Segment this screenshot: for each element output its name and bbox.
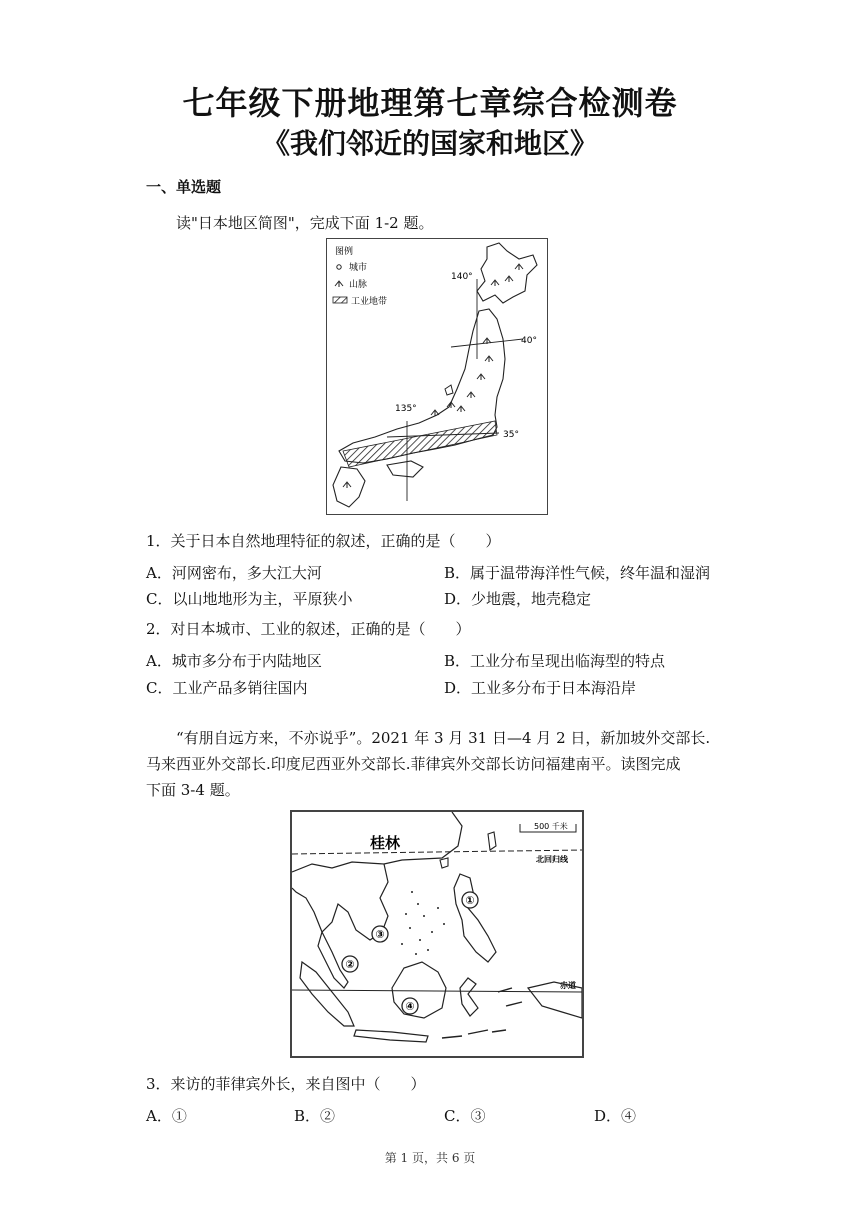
mainland-coast: [292, 812, 462, 940]
scale-label: 500 千米: [534, 822, 568, 831]
question-3-option-a[interactable]: A．①: [146, 1107, 187, 1125]
mountain-icon: [335, 281, 343, 287]
legend-city: 城市: [349, 263, 368, 273]
legend-title: 图例: [335, 247, 354, 257]
borneo: [392, 962, 446, 1018]
question-3-option-d[interactable]: D．④: [594, 1107, 637, 1125]
shikoku: [387, 461, 423, 477]
question-1-option-c[interactable]: C．以山地地形为主，平原狭小: [146, 590, 353, 608]
question-2-option-b[interactable]: B．工业分布呈现出临海型的特点: [444, 652, 666, 670]
section-heading: 一、单选题: [146, 178, 222, 196]
marker-1: ①: [465, 894, 475, 907]
marker-2: ②: [345, 958, 355, 971]
tropic-line: [292, 850, 582, 854]
intro-text-1: 读"日本地区简图"，完成下面 1-2 题。: [176, 214, 434, 232]
marker-3: ③: [375, 928, 385, 941]
legend-mountain: 山脉: [349, 280, 368, 290]
southeast-asia-map-figure: [292, 812, 582, 1056]
equator-line: [292, 990, 582, 992]
label-lon-135: 135°: [395, 404, 417, 414]
page-title: 七年级下册地理第七章综合检测卷: [182, 84, 678, 122]
japan-map: [326, 238, 548, 515]
hokkaido: [477, 243, 537, 303]
question-1-stem: 1．关于日本自然地理特征的叙述，正确的是（ ）: [146, 532, 501, 550]
city-icon: [337, 265, 341, 269]
equator-label: 赤道: [560, 981, 576, 990]
japan-map-figure: [327, 239, 547, 514]
question-2-option-d[interactable]: D．工业多分布于日本海沿岸: [444, 679, 637, 697]
java: [354, 1030, 428, 1042]
question-2-stem: 2．对日本城市、工业的叙述，正确的是（ ）: [146, 620, 471, 638]
marker-4: ④: [405, 1000, 415, 1013]
label-guilin: 桂林: [370, 834, 401, 852]
sado-island: [445, 385, 453, 395]
question-3-stem: 3．来访的菲律宾外长，来自图中（ ）: [146, 1075, 426, 1093]
industrial-belt: [343, 421, 497, 467]
label-lat-40: 40°: [521, 336, 537, 346]
tropic-label: 北回归线: [536, 855, 568, 864]
question-3-option-c[interactable]: C．③: [444, 1107, 486, 1125]
question-2-option-c[interactable]: C．工业产品多销往国内: [146, 679, 308, 697]
label-lon-140: 140°: [451, 272, 473, 282]
sulawesi: [460, 978, 478, 1016]
intro-text-2-line1: “有朋自远方来，不亦说乎”。2021 年 3 月 31 日—4 月 2 日，新加坡外交部长.: [176, 729, 711, 747]
question-1-option-a[interactable]: A．河网密布，多大江大河: [146, 564, 322, 582]
intro-text-2-line2: 马来西亚外交部长.印度尼西亚外交部长.菲律宾外交部长访问福建南平。读图完成: [146, 755, 681, 773]
label-lat-35: 35°: [503, 430, 519, 440]
kyushu: [333, 467, 365, 507]
southeast-asia-map: [290, 810, 584, 1058]
philippines: [454, 874, 496, 962]
question-3-option-b[interactable]: B．②: [294, 1107, 336, 1125]
hainan-island: [440, 858, 448, 868]
small-islands: [442, 988, 522, 1038]
question-1-option-b[interactable]: B．属于温带海洋性气候，终年温和湿润: [444, 564, 711, 582]
industry-icon: [333, 297, 347, 303]
page-subtitle: 《我们邻近的国家和地区》: [261, 127, 598, 160]
question-1-option-d[interactable]: D．少地震，地壳稳定: [444, 590, 592, 608]
reef-dots: [401, 891, 445, 955]
taiwan-island: [488, 832, 496, 850]
legend-industry: 工业地带: [351, 297, 388, 307]
intro-text-2-line3: 下面 3-4 题。: [146, 781, 240, 799]
page-footer: 第 1 页，共 6 页: [384, 1151, 476, 1165]
question-2-option-a[interactable]: A．城市多分布于内陆地区: [146, 652, 322, 670]
